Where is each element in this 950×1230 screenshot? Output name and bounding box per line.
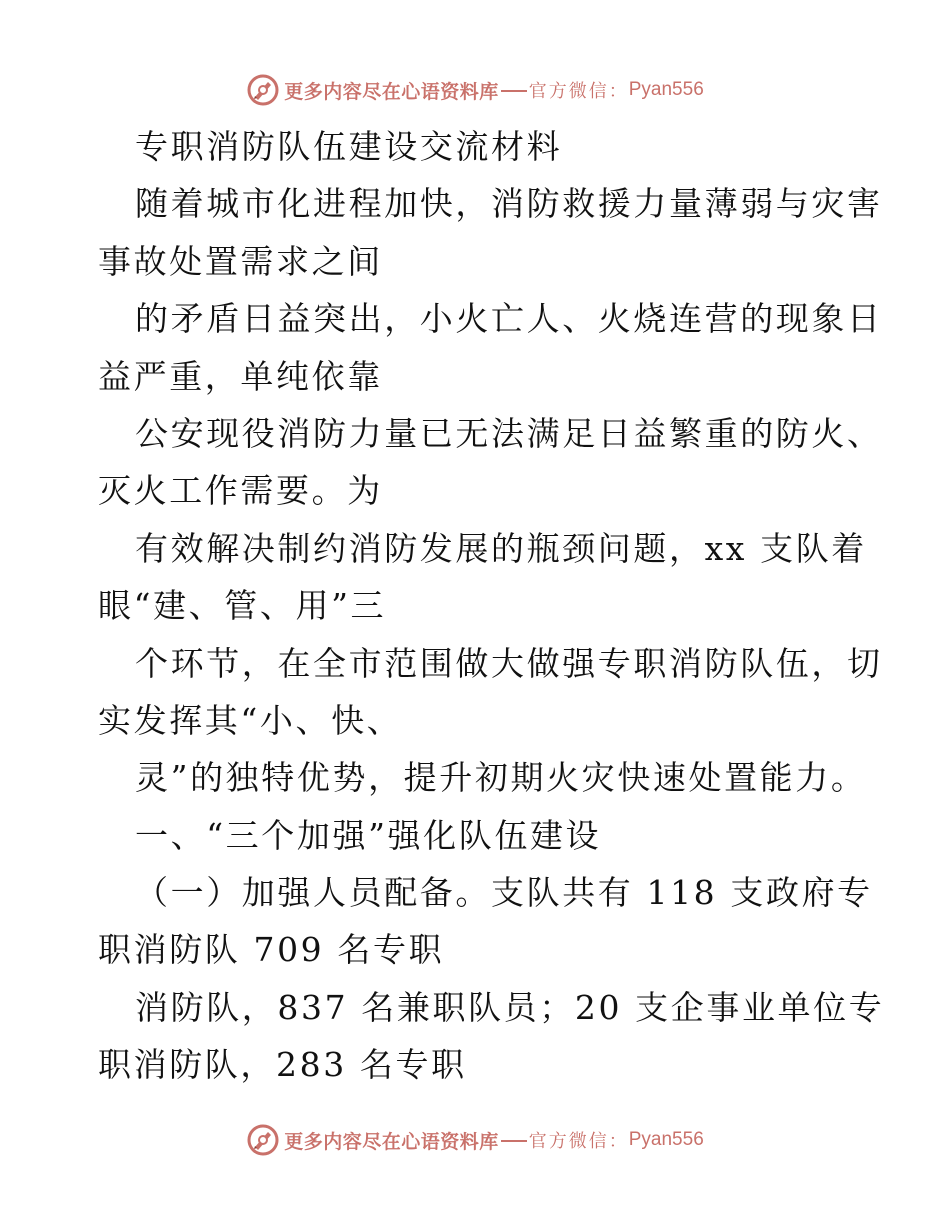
footer-banner-suffix: 官方微信： [528,1131,629,1152]
footer-watermark-banner [0,1120,950,1160]
text-line: 个环节，在全市范围做大做强专职消防队伍，切 [135,643,883,683]
header-watermark-banner [0,70,950,110]
text-line: 实发挥其“小、快、 [98,700,403,740]
header-banner-text: 更多内容尽在心语资料库 [284,80,499,103]
header-banner-suffix: 官方微信： [528,81,629,102]
brand-logo-icon [246,73,280,107]
text-line: 灵”的独特优势，提升初期火灾快速处置能力。 [135,758,867,798]
text-line: 有效解决制约消防发展的瓶颈问题，xx 支队着 [135,528,867,568]
document-title: 专职消防队伍建设交流材料 [135,127,563,166]
text-line: 事故处置需求之间 [98,241,383,281]
header-banner-wechat: Pyan556 [628,79,704,100]
footer-banner-dash [501,1140,527,1142]
text-line: 随着城市化进程加快，消防救援力量薄弱与灾害 [135,184,883,224]
document-body [98,118,885,1094]
footer-banner-text: 更多内容尽在心语资料库 [284,1130,499,1153]
text-line: （一）加强人员配备。支队共有 118 支政府专 [135,873,873,913]
text-line: 眼“建、管、用”三 [98,586,387,626]
text-line: 公安现役消防力量已无法满足日益繁重的防火、 [135,413,883,453]
header-banner-dash [501,90,527,92]
footer-banner-wechat: Pyan556 [628,1129,704,1150]
text-line: 的矛盾日益突出，小火亡人、火烧连营的现象日 [135,299,883,339]
section-heading: 一、“三个加强”强化队伍建设 [135,815,602,855]
text-line: 职消防队，283 名专职 [98,1045,467,1085]
text-line: 灭火工作需要。为 [98,471,383,511]
brand-logo-icon [246,1123,280,1157]
text-line: 益严重，单纯依靠 [98,356,383,396]
text-line: 职消防队 709 名专职 [98,930,445,970]
text-line: 消防队，837 名兼职队员；20 支企事业单位专 [135,987,885,1027]
